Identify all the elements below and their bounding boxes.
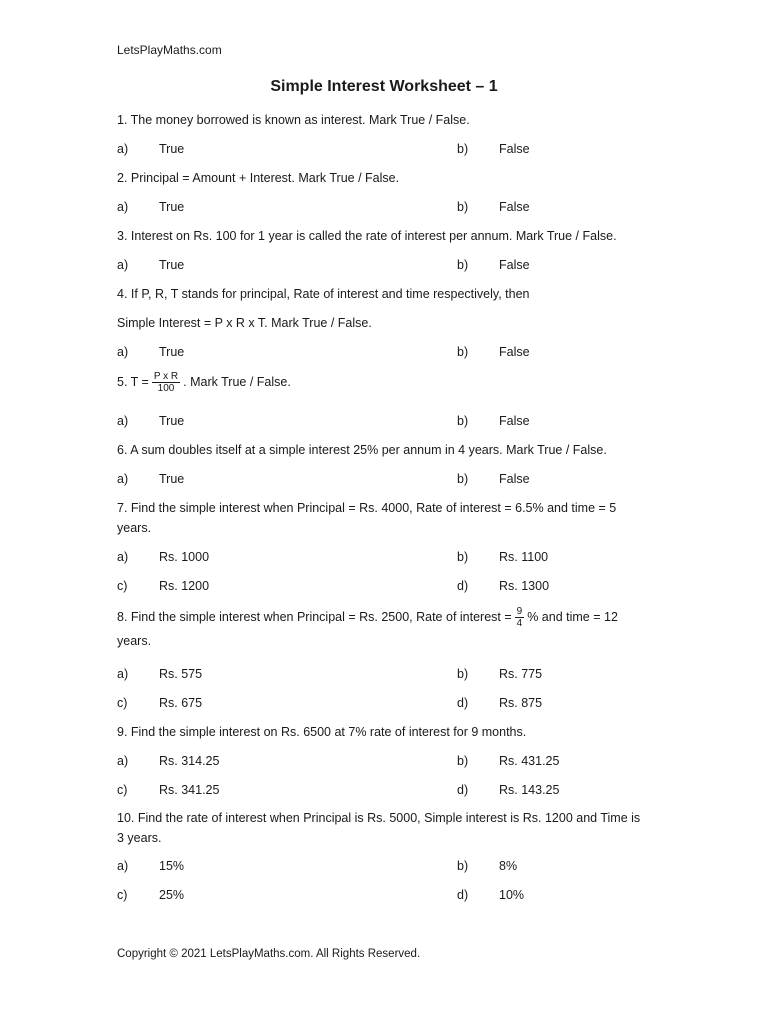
q1-option-a: a) True (117, 142, 185, 156)
q6-option-b: b) False (457, 472, 530, 486)
q4-option-b: b) False (457, 345, 530, 359)
copyright-notice: Copyright © 2021 LetsPlayMaths.com. All Rights Reserved. (117, 948, 421, 960)
question-6: 6. A sum doubles itself at a simple interest 25% per annum in 4 years. Mark True / False. (117, 443, 607, 457)
q5-option-a: a) True (117, 414, 185, 428)
question-9: 9. Find the simple interest on Rs. 6500 at 7% rate of interest for 9 months. (117, 725, 527, 739)
q9-option-c: c) Rs. 341.25 (117, 783, 220, 797)
q7-option-c: c) Rs. 1200 (117, 579, 210, 593)
q6-option-a: a) True (117, 472, 185, 486)
q8-fraction: $\frac{9}{4}$ (516, 606, 523, 630)
question-8: 8. Find the simple interest when Principal = Rs. 2500, Rate of interest = $\frac{9}{4}$ % and time = 12 years. (117, 606, 618, 649)
question-4-line-2: Simple Interest = P x R x T. Mark True / False. (117, 316, 372, 330)
q9-option-b: b) Rs. 431.25 (457, 754, 560, 768)
q9-option-a: a) Rs. 314.25 (117, 754, 220, 768)
q7-option-a: a) Rs. 1000 (117, 550, 210, 564)
question-1: 1. The money borrowed is known as interest. Mark True / False. (117, 113, 470, 127)
q5-option-b: b) False (457, 414, 530, 428)
site-name: LetsPlayMaths.com (117, 43, 222, 57)
q10-option-c: c) 25% (117, 888, 185, 902)
q3-option-a: a) True (117, 258, 185, 272)
q10-option-d: d) 10% (457, 888, 525, 902)
question-5: 5. T = $\frac{\text{P x R}}{100}$ . Mark True / False. (117, 371, 291, 395)
q3-option-b: b) False (457, 258, 530, 272)
q9-option-d: d) Rs. 143.25 (457, 783, 560, 797)
question-7: 7. Find the simple interest when Principal = Rs. 4000, Rate of interest = 6.5% and time = 5 years. (117, 501, 617, 535)
q2-option-b: b) False (457, 200, 530, 214)
question-2: 2. Principal = Amount + Interest. Mark True / False. (117, 171, 400, 185)
q1-option-b: b) False (457, 142, 530, 156)
q5-fraction: $\frac{\text{P x R}}{100}$ (153, 371, 179, 395)
q8-option-b: b) Rs. 775 (457, 667, 543, 681)
q4-option-a: a) True (117, 345, 185, 359)
worksheet-title: Simple Interest Worksheet – 1 (270, 78, 498, 95)
q8-option-c: c) Rs. 675 (117, 696, 203, 710)
q7-option-d: d) Rs. 1300 (457, 579, 550, 593)
question-10: 10. Find the rate of interest when Principal is Rs. 5000, Simple interest is Rs. 1200 and Time is 3 years. (117, 811, 641, 845)
q8-option-d: d) Rs. 875 (457, 696, 543, 710)
q10-option-b: b) 8% (457, 859, 518, 873)
q7-option-b: b) Rs. 1100 (457, 550, 549, 564)
q8-option-a: a) Rs. 575 (117, 667, 203, 681)
question-3: 3. Interest on Rs. 100 for 1 year is called the rate of interest per annum. Mark True / False. (117, 229, 617, 243)
question-4-line-1: 4. If P, R, T stands for principal, Rate of interest and time respectively, then (117, 287, 530, 301)
q10-option-a: a) 15% (117, 859, 185, 873)
q2-option-a: a) True (117, 200, 185, 214)
